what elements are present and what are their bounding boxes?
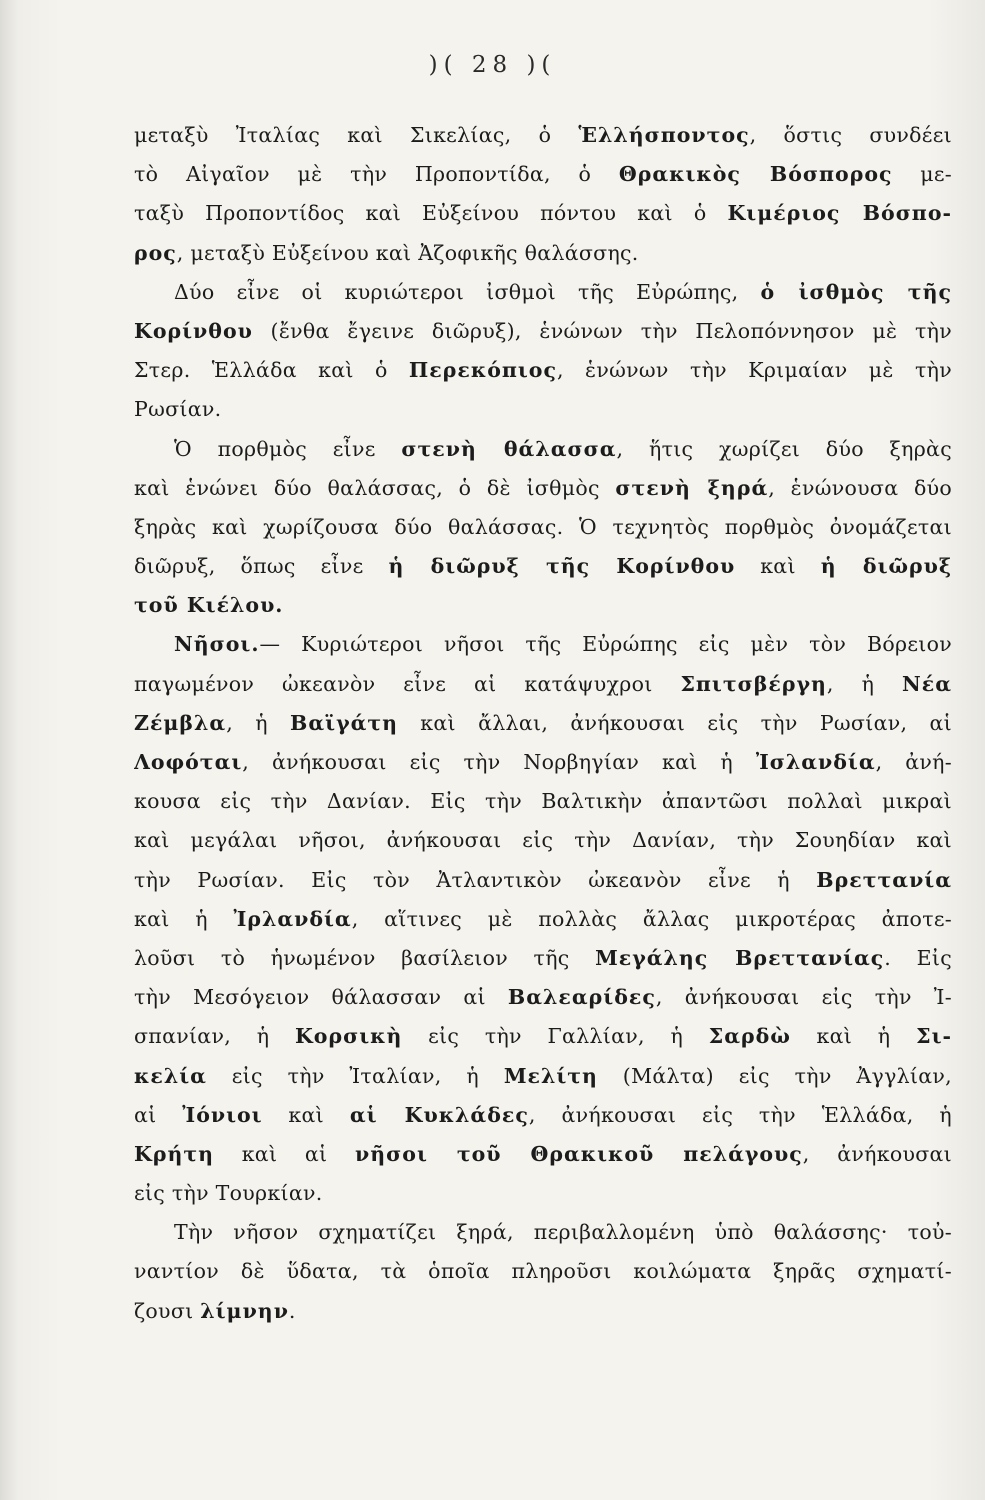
text-segment: , ἀνήκουσαι εἰς τὴν Ἑλλάδα, ἡ <box>528 1102 952 1127</box>
bold-term: Σπιτσβέργη <box>680 671 827 696</box>
text-segment: (Μάλτα) εἰς τὴν Ἀγγλίαν, <box>597 1063 952 1088</box>
text-segment: ταξὺ Προποντίδος καὶ Εὐξείνου πόντου καὶ ὁ <box>134 201 728 226</box>
bold-term: Περεκόπιος <box>408 358 557 383</box>
text-segment: σπανίαν, ἡ <box>134 1024 295 1049</box>
text-segment: λοῦσι τὸ ἡνωμένον βασίλειον τῆς <box>134 945 596 970</box>
text-segment: — Κυριώτεροι νῆσοι τῆς Εὐρώπης εἰς μὲν τὸν Βόρειον <box>259 632 952 657</box>
text-line <box>134 1252 952 1291</box>
text-segment: , ἡ <box>826 671 903 696</box>
text-segment: Στερ. Ἑλλάδα καὶ ὁ <box>134 358 409 383</box>
text-segment: αἱ <box>134 1102 183 1127</box>
bold-term: Λοφόται <box>134 750 243 774</box>
text-line <box>134 861 952 900</box>
bold-term: ρος <box>134 240 177 265</box>
text-line <box>134 273 952 312</box>
text-segment: Τὴν νῆσον σχηματίζει ξηρά, περιβαλλομένη ὑπὸ θαλάσσης· τοὐ- <box>174 1220 952 1245</box>
text-line <box>134 704 952 743</box>
text-line <box>134 782 952 821</box>
text-line <box>134 351 952 390</box>
text-line <box>134 1292 952 1331</box>
text-line <box>134 1213 952 1252</box>
body-text <box>134 116 952 1331</box>
text-line <box>134 625 952 664</box>
text-line <box>134 1096 952 1135</box>
text-line <box>134 1057 952 1096</box>
text-segment: , αἵτινες μὲ πολλὰς ἄλλας μικροτέρας ἀποτε- <box>351 906 952 931</box>
text-line <box>134 508 952 547</box>
bold-term: Ἑλλήσποντος <box>578 123 750 147</box>
bold-term: Σαρδὼ <box>708 1024 791 1049</box>
text-segment: , ἑνώνουσα δύο <box>768 475 952 500</box>
text-segment: ναντίον δὲ ὕδατα, τὰ ὁποῖα πληροῦσι κοιλώματα ξηρᾶς σχηματί- <box>134 1259 952 1284</box>
bold-term: Νέα <box>902 671 952 696</box>
bold-term: Νῆσοι. <box>174 632 260 657</box>
bold-term: Βαϊγάτη <box>290 710 399 735</box>
text-segment: καὶ <box>735 554 821 579</box>
text-segment: (ἔνθα ἔγεινε διῶρυξ), ἑνώνων τὴν Πελοπόννησον μὲ τὴν <box>252 318 952 343</box>
text-line <box>134 939 952 978</box>
bold-term: Ἰόνιοι <box>182 1102 263 1127</box>
text-line <box>134 1017 952 1056</box>
text-line <box>134 665 952 704</box>
text-line <box>134 155 952 194</box>
bold-term: Σι- <box>916 1024 952 1049</box>
text-segment: , μεταξὺ Εὐξείνου καὶ Ἀζοφικῆς θαλάσσης. <box>176 240 639 265</box>
text-segment: τὸ Αἰγαῖον μὲ τὴν Προποντίδα, ὁ <box>134 162 619 187</box>
bold-term: στενὴ θάλασσα <box>401 436 617 461</box>
bold-term: Ζέμβλα <box>134 710 227 735</box>
text-segment: , ἀνή- <box>875 750 952 774</box>
text-segment: , ὅστις συνδέει <box>749 123 952 147</box>
text-segment: καὶ μεγάλαι νῆσοι, ἀνήκουσαι εἰς τὴν Δανίαν, τὴν Σουηδίαν καὶ <box>134 828 952 853</box>
text-segment: κουσα εἰς τὴν Δανίαν. Εἰς τὴν Βαλτικὴν ἀπαντῶσι πολλαὶ μικραὶ <box>134 789 952 814</box>
text-segment: καὶ ἄλλαι, ἀνήκουσαι εἰς τὴν Ρωσίαν, αἱ <box>398 710 952 735</box>
bold-term: Θρακικὸς Βόσπορος <box>618 162 893 187</box>
bold-term: Μελίτη <box>503 1063 598 1088</box>
bold-term: νῆσοι τοῦ Θρακικοῦ πελάγους <box>355 1141 803 1166</box>
bold-term: ὁ ἰσθμὸς τῆς <box>760 279 952 304</box>
text-segment: , ἥτις χωρίζει δύο ξηρὰς <box>616 436 952 461</box>
text-line <box>134 821 952 860</box>
text-segment: Ρωσίαν. <box>134 397 222 422</box>
text-line <box>134 390 952 429</box>
bold-term: τοῦ Κιέλου. <box>134 593 284 618</box>
text-line <box>134 469 952 508</box>
bold-term: Βρεττανία <box>816 867 952 892</box>
text-segment: Ὁ πορθμὸς εἶνε <box>174 436 402 461</box>
text-line <box>134 1174 952 1213</box>
bold-term: Κιμέριος Βόσπο- <box>727 201 952 226</box>
text-line <box>134 116 952 155</box>
bold-term: στενὴ ξηρά <box>615 475 769 500</box>
bold-term: ἡ διῶρυξ <box>820 554 952 579</box>
bold-term: Κρήτη <box>134 1141 215 1166</box>
text-line <box>134 194 952 233</box>
text-line <box>134 547 952 586</box>
text-line <box>134 900 952 939</box>
text-segment: Δύο εἶνε οἱ κυριώτεροι ἰσθμοὶ τῆς Εὐρώπης, <box>174 279 761 304</box>
bold-term: Ἰρλανδία <box>233 906 352 931</box>
text-segment: καὶ ἡ <box>134 906 234 931</box>
text-segment: , ἑνώνων τὴν Κριμαίαν μὲ τὴν <box>556 358 952 383</box>
bold-term: αἱ Κυκλάδες <box>349 1102 529 1127</box>
page-number-header: )( 28 )( <box>428 52 557 78</box>
bold-term: Ἰσλανδία <box>755 750 876 774</box>
text-segment: τὴν Ρωσίαν. Εἰς τὸν Ἀτλαντικὸν ὠκεανὸν εἶνε ἡ <box>134 867 817 892</box>
bold-term: κελία <box>134 1063 207 1088</box>
text-segment: μεταξὺ Ἰταλίας καὶ Σικελίας, ὁ <box>134 123 579 147</box>
text-segment: εἰς τὴν Γαλλίαν, ἡ <box>402 1024 709 1049</box>
text-segment: . Εἰς <box>884 945 952 970</box>
text-line <box>134 1135 952 1174</box>
bold-term: ἡ διῶρυξ τῆς Κορίνθου <box>388 554 736 579</box>
text-line <box>134 430 952 469</box>
text-segment: , ἀνήκουσαι εἰς τὴν Νορβηγίαν καὶ ἡ <box>242 750 756 774</box>
bold-term: Κορίνθου <box>134 318 253 343</box>
text-segment: καὶ ἑνώνει δύο θαλάσσας, ὁ δὲ ἰσθμὸς <box>134 475 616 500</box>
text-segment: εἰς τὴν Ἰταλίαν, ἡ <box>206 1063 504 1088</box>
text-segment: ξηρὰς καὶ χωρίζουσα δύο θαλάσσας. Ὁ τεχνητὸς πορθμὸς ὀνομάζεται <box>134 514 952 539</box>
text-segment: παγωμένον ὠκεανὸν εἶνε αἱ κατάψυχροι <box>134 671 681 696</box>
bold-term: Κορσικὴ <box>294 1024 403 1049</box>
text-segment: , ἡ <box>226 710 291 735</box>
text-line <box>134 978 952 1017</box>
text-segment: , ἀνήκουσαι <box>802 1141 952 1166</box>
text-line <box>134 743 952 782</box>
text-line <box>134 312 952 351</box>
text-segment: εἰς τὴν Τουρκίαν. <box>134 1181 323 1206</box>
text-segment: . <box>288 1298 296 1323</box>
text-segment: καὶ ἡ <box>790 1024 917 1049</box>
text-segment: τὴν Μεσόγειον θάλασσαν αἱ <box>134 985 508 1010</box>
text-segment: καὶ αἱ <box>214 1141 356 1166</box>
text-segment: διῶρυξ, ὅπως εἶνε <box>134 554 389 579</box>
bold-term: λίμνην <box>200 1298 289 1323</box>
text-segment: καὶ <box>262 1102 350 1127</box>
text-segment: ζουσι <box>134 1298 201 1323</box>
text-segment: , ἀνήκουσαι εἰς τὴν Ἰ- <box>655 985 952 1010</box>
bold-term: Βαλεαρίδες <box>507 985 656 1010</box>
text-line <box>134 234 952 273</box>
text-line <box>134 586 952 625</box>
text-segment: με- <box>892 162 952 187</box>
bold-term: Μεγάλης Βρεττανίας <box>595 945 885 970</box>
